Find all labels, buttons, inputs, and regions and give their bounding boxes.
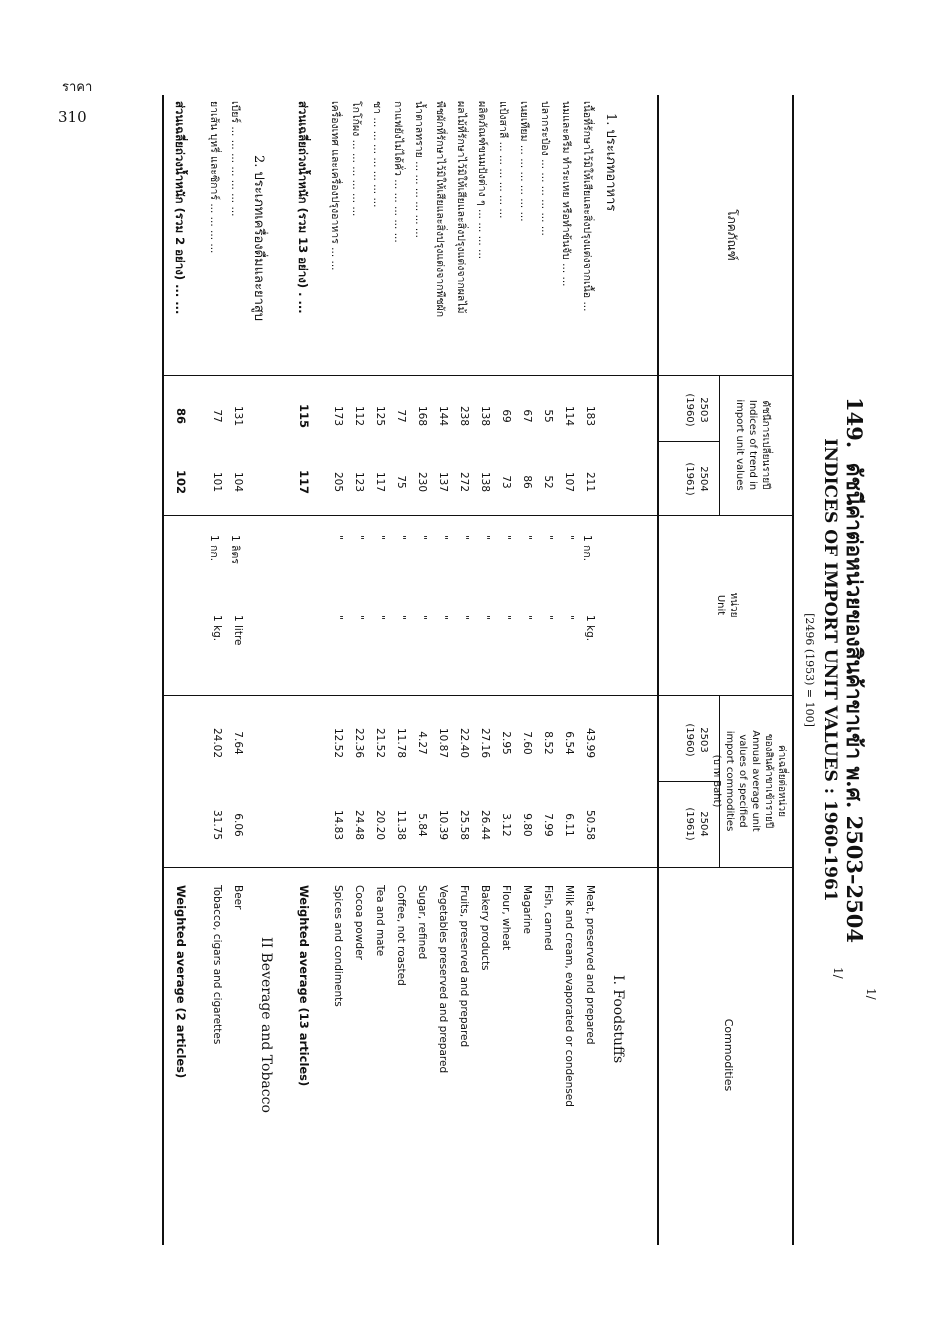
table-row: ผลิตภัณฑ์ขนมปังต่าง ๆ ... ... ... ... 138 138 " " 27.16 26.44 Bakery products xyxy=(476,101,491,971)
section-2-title-thai: 2. ประเภทเครื่องดื่มและยาสูบ xyxy=(251,155,266,322)
table-row: น้ำตาลทราย ... ... ... ... ... ... 168 230 " " 4.27 5.84 Sugar, refined xyxy=(413,101,428,960)
table-row: เนยเทียม ... ... ... ... ... ... 67 86 " " 7.60 9.80 Magarine xyxy=(518,101,533,934)
table-row: ปลากระป๋อง ... ... ... ... ... ... 55 52 " " 8.52 7.99 Fish, canned xyxy=(539,101,554,951)
section-1-title-eng: I. Foodstuffs xyxy=(610,975,626,1064)
weighted-average-row: ส่วนเฉลี่ยถ่วงน้ำหนัก (รวม 2 อย่าง) ... ... 86 102 Weighted average (2 articles) xyxy=(173,101,188,1079)
header-unit: หน่วย Unit xyxy=(715,592,739,618)
rotated-table-block xyxy=(160,95,880,1245)
table-row: ยาเส้น บุหรี่ และซิการ์ ... ... ... ... 77 101 1 กก. 1 kg. 24.02 31.75 Tobacco, cigars and cigarettes xyxy=(208,101,223,1045)
table-bottom-rule xyxy=(162,95,164,1245)
table-row: โกโก้ผง ... ... ... ... ... ... 112 123 " " 22.36 24.48 Cocoa powder xyxy=(350,101,365,960)
table-row: ผลไม้ที่รักษาไว้มิให้เสียและสิ่งปรุงแต่งจากผลไม้ 238 272 " " 22.40 25.58 Fruits, preserved and prepared xyxy=(455,101,470,1048)
table-row: ชา ... ... ... ... ... ... ... 125 117 " " 21.52 20.20 Tea and mate xyxy=(371,101,386,957)
header-commodities-eng: Commodities xyxy=(722,1018,735,1092)
table-header-rule xyxy=(657,95,659,1245)
indices-subheader-rule xyxy=(719,375,720,515)
header-indices-2504: 2504 (1961) xyxy=(684,462,709,496)
table-row: นมและครีม ทำระเหย หรือทำข้นจับ ... ... 114 107 " " 6.54 6.11 Milk and cream, evaporated or condensed xyxy=(560,101,575,1107)
header-commodity-thai: โภคภัณฑ์ xyxy=(725,209,739,261)
header-indices-2503: 2503 (1960) xyxy=(684,393,709,427)
page-number: 310 xyxy=(58,108,87,126)
table-title-english: INDICES OF IMPORT UNIT VALUES : 1960-1961 xyxy=(820,438,840,902)
table-row: แป้งสาลี ... ... ... ... ... ... 69 73 " " 2.95 3.12 Flour, wheat xyxy=(497,101,512,951)
table-row: พืชผักที่รักษาไว้มิให้เสียและสิ่งปรุงแต่งจากพืชผัก 144 137 " " 10.87 10.39 Vegetables preserved and prepared xyxy=(434,101,449,1074)
title-thai-footnote: 1/ xyxy=(864,988,878,1000)
section-2-title-eng: II Beverage and Tobacco xyxy=(258,937,274,1113)
table-row: เครื่องเทศ และเครื่องปรุงอาหาร ... ... 173 205 " " 12.52 14.83 Spices and condiments xyxy=(329,101,344,1007)
table-row: เนื้อที่รักษาไว้มิให้เสียและสิ่งปรุงแต่งจากเนื้อ ... 183 211 1 กก. 1 kg. 43.99 50.58 Meat, preserved and prepared xyxy=(581,101,596,1045)
table-top-rule xyxy=(792,95,794,1245)
table-title-thai: 149. ดัชนีค่าต่อหน่วยของสินค้าขาเข้า พ.ศ. 2503–2504 xyxy=(842,397,867,943)
section-1-title-thai: 1. ประเภทอาหาร xyxy=(603,113,618,212)
table-row: เบียร์ ... ... ... ... ... ... ... 131 104 1 ลิตร 1 litre 7.64 6.06 Beer xyxy=(229,101,244,910)
header-values-2504: 2504 (1961) xyxy=(684,807,709,841)
table-base-year: [2496 (1953) = 100] xyxy=(803,613,816,727)
title-english-footnote: 1/ xyxy=(831,967,845,979)
table-row: กาแฟยังไม่ได้คั่ว ... ... ... ... ... 77 75 " " 11.78 11.38 Coffee, not roasted xyxy=(392,101,407,986)
header-values-2503: 2503 (1960) xyxy=(684,723,709,757)
header-indices: ดัชนีการเปลี่ยนรายปี Indices of trend in import unit values xyxy=(734,399,771,491)
col-divider-indices xyxy=(658,441,720,442)
weighted-average-row: ส่วนเฉลี่ยถ่วงน้ำหนัก (รวม 13 อย่าง) . ... 115 117 Weighted average (13 articles) xyxy=(296,101,311,1087)
header-avg-values: ค่าเฉลี่ยต่อหน่วย ของสินค้าขาเข้ารายปี Annual average unit values of specified import commodities (บาท Baht) xyxy=(711,730,787,832)
page-header-label: ราคา xyxy=(62,80,93,95)
